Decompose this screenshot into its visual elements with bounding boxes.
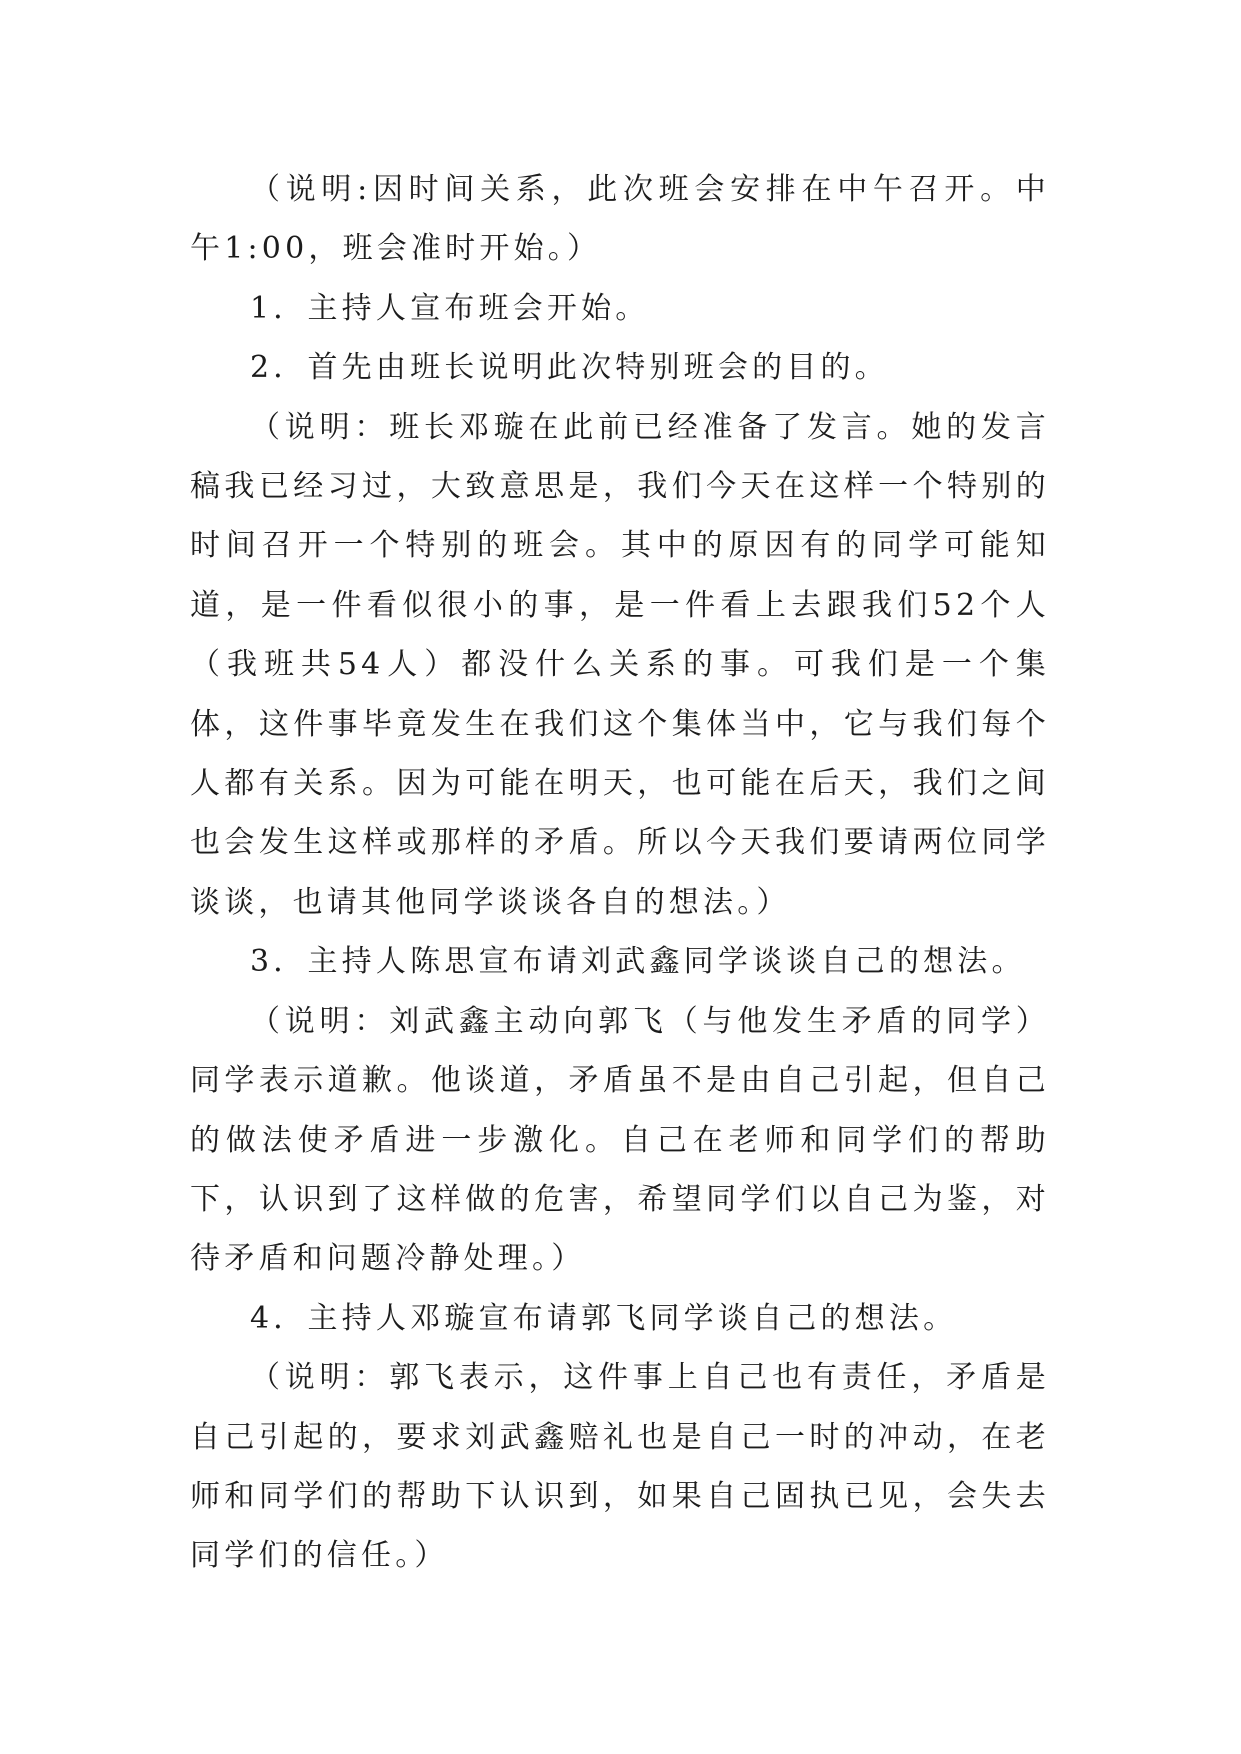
paragraph-step-4: 4．主持人邓璇宣布请郭飞同学谈自己的想法。 [250,1300,958,1336]
paragraph-step-1: 1．主持人宣布班会开始。 [250,290,650,326]
paragraph-note-liu: （说明：刘武鑫主动向郭飞（与他发生矛盾的同学）同学表示道歉。他谈道，矛盾虽不是由自己引起，但自己的做法使矛盾进一步激化。自己在老师和同学们的帮助下，认识到了这样做的危害，希望同学们以自己为鉴，对待矛盾和问题冷静处理。） [190,1003,1050,1277]
paragraph-note-guo: （说明：郭飞表示，这件事上自己也有责任，矛盾是自己引起的，要求刘武鑫赔礼也是自己一时的冲动，在老师和同学们的帮助下认识到，如果自己固执已见，会失去同学们的信任。） [190,1360,1050,1574]
paragraph-note-monitor: （说明：班长邓璇在此前已经准备了发言。她的发言稿我已经习过，大致意思是，我们今天在这样一个特别的时间召开一个特别的班会。其中的原因有的同学可能知道，是一件看似很小的事，是一件看上去跟我们52个人（我班共54人）都没什么关系的事。可我们是一个集体，这件事毕竟发生在我们这个集体当中，它与我们每个人都有关系。因为可能在明天，也可能在后天，我们之间也会发生这样或那样的矛盾。所以今天我们要请两位同学谈谈，也请其他同学谈谈各自的想法。） [190,409,1050,920]
paragraph-step-2: 2．首先由班长说明此次特别班会的目的。 [250,350,889,386]
paragraph-step-3: 3．主持人陈思宣布请刘武鑫同学谈谈自己的想法。 [250,944,1026,980]
paragraph-note-time: （说明:因时间关系，此次班会安排在中午召开。中午1:00，班会准时开始。） [190,172,1050,267]
document-page [190,160,1050,1586]
